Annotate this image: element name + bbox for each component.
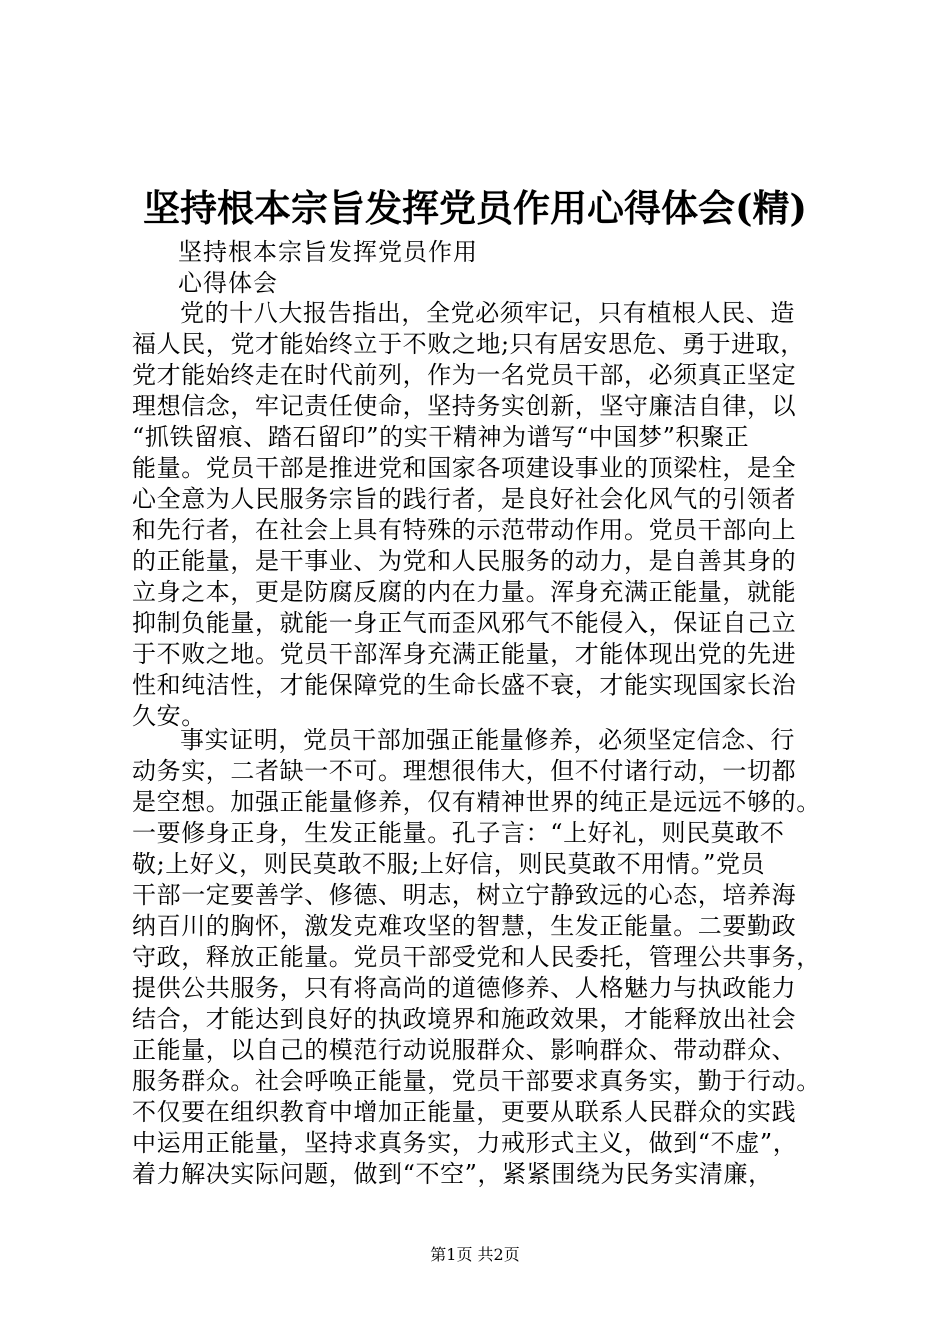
text-line: 的正能量，是干事业、为党和人民服务的动力，是自善其身的 xyxy=(132,547,797,575)
text-line: 纳百川的胸怀，激发克难攻坚的智慧，生发正能量。二要勤政 xyxy=(132,912,797,940)
text-line: 理想信念，牢记责任使命，坚持务实创新，坚守廉洁自律，以 xyxy=(132,392,797,420)
text-line: 一要修身正身，生发正能量。孔子言：“上好礼，则民莫敢不 xyxy=(132,819,785,847)
text-line: 动务实，二者缺一不可。理想很伟大，但不付诸行动，一切都 xyxy=(132,757,797,785)
text-line: 性和纯洁性，才能保障党的生命长盛不衰，才能实现国家长治 xyxy=(132,671,797,699)
text-line: 于不败之地。党员干部浑身充满正能量，才能体现出党的先进 xyxy=(132,640,797,668)
text-line: 能量。党员干部是推进党和国家各项建设事业的顶梁柱，是全 xyxy=(132,454,797,482)
text-line: 党的十八大报告指出，全党必须牢记，只有植根人民、造 xyxy=(180,299,795,327)
text-line: 干部一定要善学、修德、明志，树立宁静致远的心态，培养海 xyxy=(132,881,797,909)
text-line: 正能量，以自己的模范行动说服群众、影响群众、带动群众、 xyxy=(132,1036,797,1064)
text-line: 不仅要在组织教育中增加正能量，更要从联系人民群众的实践 xyxy=(132,1098,797,1126)
text-line: 久安。 xyxy=(132,702,206,730)
paragraph-1 xyxy=(132,298,852,732)
text-line: 中运用正能量，坚持求真务实，力戒形式主义，做到“不虚”， xyxy=(132,1129,798,1157)
text-line: 敬;上好义，则民莫敢不服;上好信，则民莫敢不用情。”党员 xyxy=(132,850,766,878)
subtitle-line-2: 心得体会 xyxy=(178,269,278,297)
text-line: 立身之本，更是防腐反腐的内在力量。浑身充满正能量，就能 xyxy=(132,578,797,606)
text-line: 和先行者，在社会上具有特殊的示范带动作用。党员干部向上 xyxy=(132,516,797,544)
subtitle-line-1: 坚持根本宗旨发挥党员作用 xyxy=(178,238,478,266)
text-line: 福人民，党才能始终立于不败之地;只有居安思危、勇于进取， xyxy=(132,330,805,358)
text-line: 守政，释放正能量。党员干部受党和人民委托，管理公共事务， xyxy=(132,943,821,971)
document-title: 坚持根本宗旨发挥党员作用心得体会(精) xyxy=(142,186,807,230)
text-line: 是空想。加强正能量修养，仅有精神世界的纯正是远远不够的。 xyxy=(132,788,821,816)
text-line: 服务群众。社会呼唤正能量，党员干部要求真务实，勤于行动。 xyxy=(132,1067,821,1095)
text-line: 结合，才能达到良好的执政境界和施政效果，才能释放出社会 xyxy=(132,1005,797,1033)
page-number-footer: 第1页 共2页 xyxy=(430,1245,520,1264)
text-line: “抓铁留痕、踏石留印”的实干精神为谱写“中国梦”积聚正 xyxy=(132,423,750,451)
text-line: 抑制负能量，就能一身正气而歪风邪气不能侵入，保证自己立 xyxy=(132,609,797,637)
text-line: 着力解决实际问题，做到“不空”，紧紧围绕为民务实清廉， xyxy=(132,1160,773,1188)
text-line: 党才能始终走在时代前列，作为一名党员干部，必须真正坚定 xyxy=(132,361,797,389)
text-line: 心全意为人民服务宗旨的践行者，是良好社会化风气的引领者 xyxy=(132,485,797,513)
text-line: 提供公共服务，只有将高尚的道德修养、人格魅力与执政能力 xyxy=(132,974,797,1002)
text-line: 事实证明，党员干部加强正能量修养，必须坚定信念、行 xyxy=(180,726,795,754)
paragraph-2 xyxy=(132,725,852,1190)
